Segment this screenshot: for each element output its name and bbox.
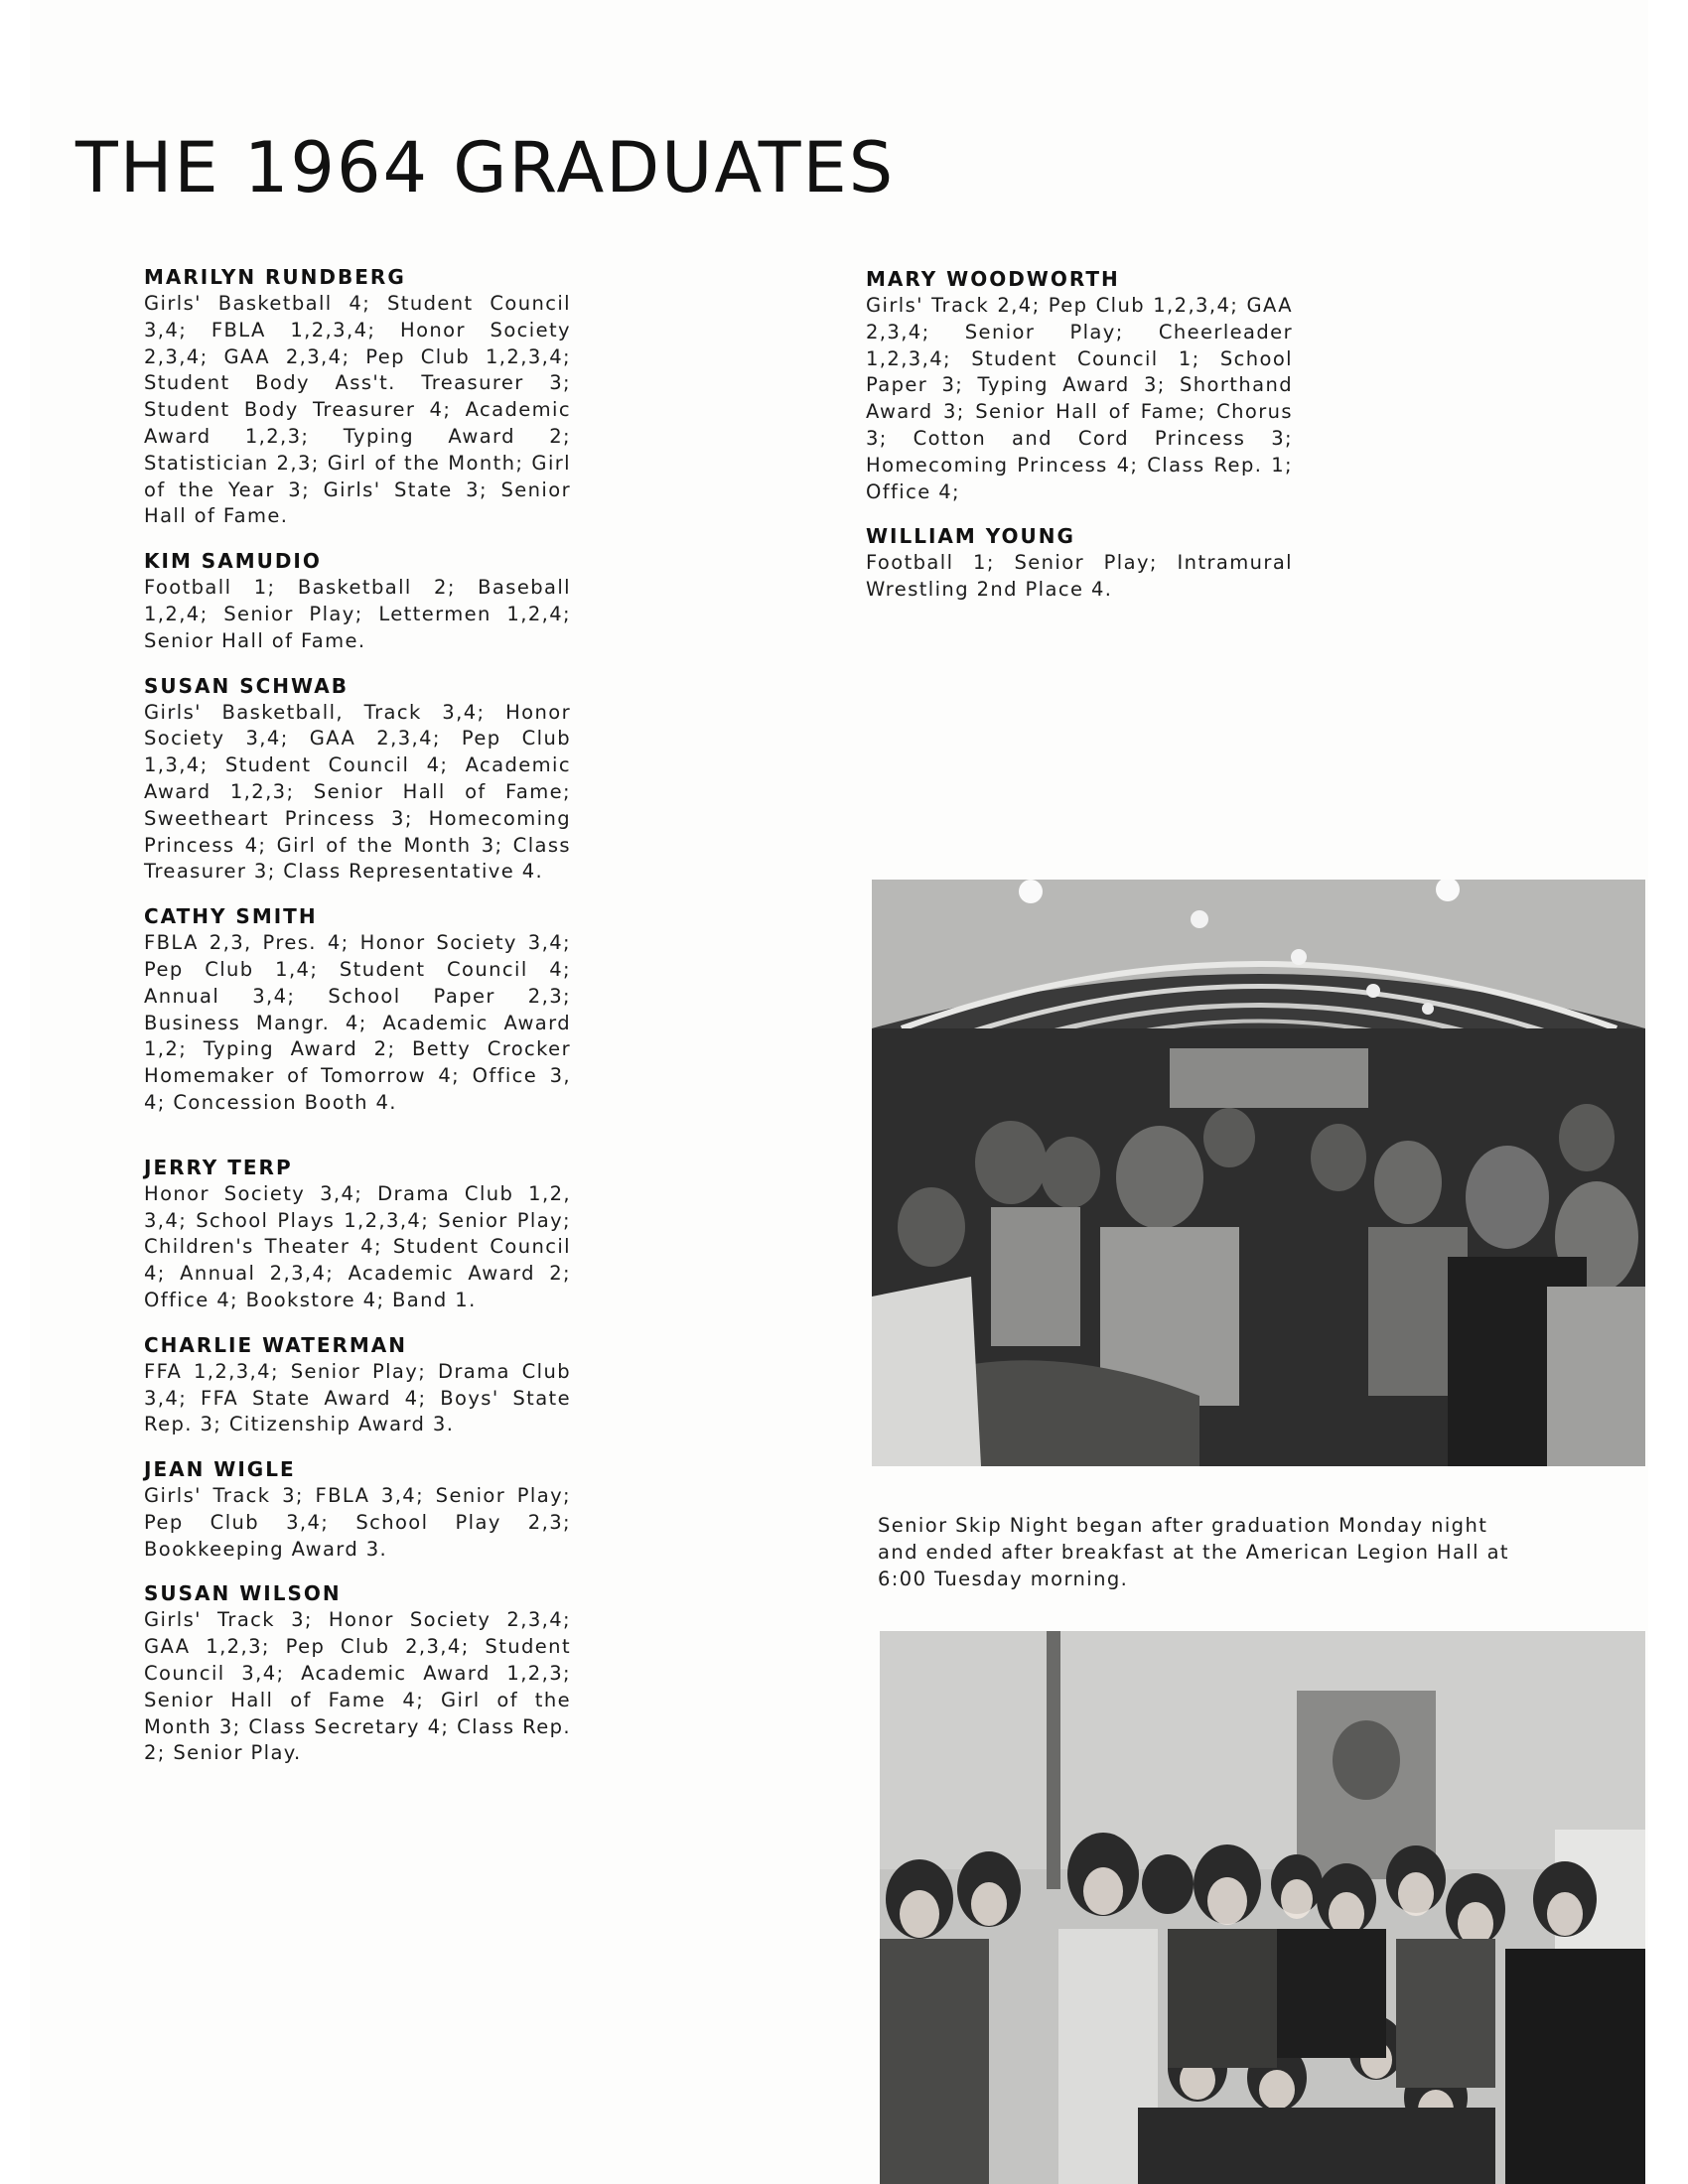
graduate-entry xyxy=(144,1456,571,1563)
graduate-entry xyxy=(144,1155,571,1314)
right-column xyxy=(866,266,1293,621)
graduate-entry xyxy=(144,264,571,530)
graduate-name: CATHY SMITH xyxy=(144,904,318,929)
graduate-entry xyxy=(144,903,571,1117)
graduate-entry xyxy=(144,1332,571,1438)
graduate-name: MARILYN RUNDBERG xyxy=(144,265,406,289)
left-column xyxy=(144,264,571,1785)
graduate-activities: Girls' Basketball, Track 3,4; Honor Society 3,4; GAA 2,3,4; Pep Club 1,3,4; Student Council 4; Academic Award 1,2,3; Senior Hall of Fame; Sweetheart Princess 3; Homecoming Princess 4; Girl of the Month 3; Class Treasurer 3; Class Representative 4. xyxy=(144,700,571,884)
graduate-activities: FBLA 2,3, Pres. 4; Honor Society 3,4; Pep Club 1,4; Student Council 4; Annual 3,4; School Paper 2,3; Business Mangr. 4; Academic Award 1,2; Typing Award 2; Betty Crocker Homemaker of Tomorrow 4; Office 3, 4; Concession Booth 4. xyxy=(144,931,571,1114)
graduate-activities: Girls' Track 3; Honor Society 2,3,4; GAA 1,2,3; Pep Club 2,3,4; Student Council 3,4; Academic Award 1,2,3; Senior Hall of Fame 4; Girl of the Month 3; Class Secretary 4; Class Rep. 2; Senior Play. xyxy=(144,1608,571,1765)
graduate-entry xyxy=(144,1580,571,1767)
graduate-name: SUSAN SCHWAB xyxy=(144,673,349,698)
graduate-name: KIM SAMUDIO xyxy=(144,549,322,574)
graduate-activities: FFA 1,2,3,4; Senior Play; Drama Club 3,4; FFA State Award 4; Boys' State Rep. 3; Citizenship Award 3. xyxy=(144,1359,571,1436)
graduate-activities: Honor Society 3,4; Drama Club 1,2, 3,4; School Plays 1,2,3,4; Senior Play; Children's Theater 4; Student Council 4; Annual 2,3,4; Academic Award 2; Office 4; Bookstore 4; Band 1. xyxy=(144,1181,571,1311)
graduate-activities: Girls' Track 2,4; Pep Club 1,2,3,4; GAA 2,3,4; Senior Play; Cheerleader 1,2,3,4; Student Council 1; School Paper 3; Typing Award 3; Shorthand Award 3; Senior Hall of Fame; Chorus 3; Cotton and Cord Princess 3; Homecoming Princess 4; Class Rep. 1; Office 4; xyxy=(866,294,1293,503)
page-left-edge xyxy=(0,0,30,2184)
graduate-activities: Girls' Basketball 4; Student Council 3,4; FBLA 1,2,3,4; Honor Society 2,3,4; GAA 2,3,4; Pep Club 1,2,3,4; Student Body Ass't. Treasurer 3; Student Body Treasurer 4; Academic Award 1,2,3; Typing Award 2; Statistician 2,3; Girl of the Month; Girl of the Year 3; Girls' State 3; Senior Hall of Fame. xyxy=(144,292,571,528)
graduate-entry xyxy=(866,523,1293,604)
graduate-name: WILLIAM YOUNG xyxy=(866,524,1075,549)
bus-photo-image xyxy=(872,880,1645,1466)
graduate-entry xyxy=(144,673,571,887)
graduate-entry xyxy=(866,266,1293,505)
page-title: THE 1964 GRADUATES xyxy=(75,127,896,208)
graduate-name: JERRY TERP xyxy=(144,1155,293,1179)
graduate-name: SUSAN WILSON xyxy=(144,1581,342,1606)
hall-photo-image xyxy=(880,1631,1645,2184)
graduate-name: JEAN WIGLE xyxy=(144,1457,296,1482)
graduate-entry xyxy=(144,548,571,654)
graduate-activities: Girls' Track 3; FBLA 3,4; Senior Play; Pep Club 3,4; School Play 2,3; Bookkeeping Award 3. xyxy=(144,1484,571,1561)
graduate-name: CHARLIE WATERMAN xyxy=(144,1332,408,1357)
bus-photo xyxy=(872,880,1645,1466)
hall-photo xyxy=(880,1631,1645,2184)
graduate-activities: Football 1; Senior Play; Intramural Wrestling 2nd Place 4. xyxy=(866,551,1293,602)
photo-caption: Senior Skip Night began after graduation Monday night and ended after breakfast at the American Legion Hall at 6:00 Tuesday morning. xyxy=(878,1514,1509,1590)
page-right-edge xyxy=(1648,0,1688,2184)
graduate-name: MARY WOODWORTH xyxy=(866,267,1120,291)
graduate-activities: Football 1; Basketball 2; Baseball 1,2,4; Senior Play; Lettermen 1,2,4; Senior Hall of Fame. xyxy=(144,576,571,652)
